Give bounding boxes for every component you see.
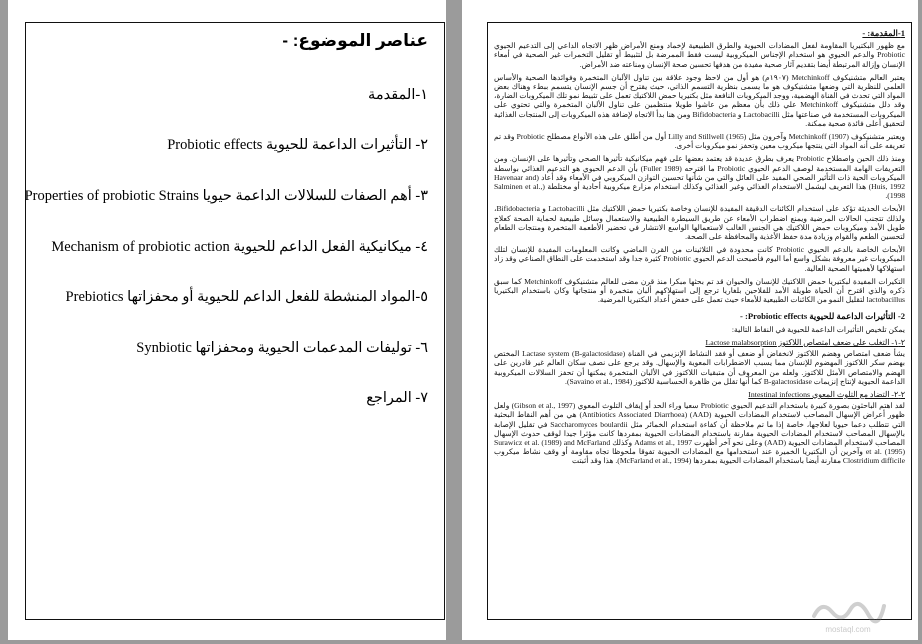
subheading-intestinal-text: ٢-٢- التضاد مع التلوث المعوي Intestinal infections bbox=[748, 389, 905, 399]
toc-item-strain-properties: ٣- أهم الصفات للسلالات الداعمة حيويا Properties of probiotic Strains bbox=[24, 188, 428, 204]
paragraph: يشأ ضعف امتصاص وهضم اللاكتوز لانخفاض أو ضعف أو فقد النشاط الإنزيمي في القناة (Lactase system (B-galactosidase المختص بهضم سكر اللاكتوز المهضوم للإنسان مما يسبب الاضطرابات المعوية والإسهال. وقد يرجع على نصف سكان العالم غير قادرين على الهضم والامتصاص الأمثل للاكتوز. ولعله من المعروف أن متبقيات اللاكتوز في الألبان المتخمرة يمكنها أن تحفز السلالات الميكروبية الداعمة الحيوية لإنتاج إنزيمات B-galactosidase كما أنها تقلل من ظاهرة الحساسية للاكتوز (Savaino et al., 1984). bbox=[494, 349, 905, 386]
subheading-intestinal bbox=[494, 390, 905, 399]
subheading-lactose bbox=[494, 338, 905, 347]
toc-item-references: ٧- المراجع bbox=[366, 390, 428, 406]
article-page bbox=[462, 0, 918, 640]
subheading-lactose-text: ٢-١- التغلب على ضعف امتصاص اللاكتوز Lactose malabsorption bbox=[705, 337, 905, 347]
paragraph: ويعتبر متشنيكوف (1907) Metchinkoff وآخرون مثل Lilly and Stillwell (1965) أول من أطلق على هذه الأنواع مصطلح Probiotic وقد تم تعريفه على أنه المواد التي ينتجها ميكروب معين وتحفز نمو ميكروبات أخرى. bbox=[494, 132, 905, 151]
section-heading-introduction: 1-المقدمة: - bbox=[862, 29, 905, 38]
article-body bbox=[494, 29, 905, 615]
toc-item-probiotic-effects: ٢- التأثيرات الداعمة للحيوية Probiotic effects bbox=[167, 137, 428, 153]
paragraph: الأبحاث الحديثة تؤكد على استخدام الكائنات الدقيقة المفيدة للإنسان وخاصة بكتيريا حمض اللاكتيك مثل Lactobacilli و Bifidobacteria، ولذلك تتجنب الحالات المرضية ويمنع اضطراب الأمعاء عن طريق السيطرة الطبيعية والاستعمال وسائل طبيعية لحماية الصحة كعلاج طويل الأمد وميكروبات حمض اللاكتيك هي الجنس الغالب لاستعمالها الواسع الانتشار في تحضير الأطعمة المتخمرة ومنتجات الطعام لتحسين الطعم والقوام وزيادة مدة حفظ الأغذية والمحافظة على الصحة. bbox=[494, 204, 905, 242]
paragraph: الأبحاث الخاصة بالدعم الحيوي Probiotic كانت محدودة في الثلاثينات من القرن الماضي وكانت المعلومات المفيدة للإنسان لتلك الميكروبات غير معروفة بشكل واسع أما اليوم فأصبحت الدعم الحيوي Probiotic كثيرة جدا وقد استخدمت على النطاق الصناعي وقد زاد استهلاكها لأهميتها الصحية العالية. bbox=[494, 245, 905, 273]
toc-item-synbiotic: ٦- توليفات المدعمات الحيوية ومحفزاتها Synbiotic bbox=[136, 340, 428, 356]
paragraph: التكيرات المفيدة لبكتيريا حمض اللاكتيك للإنسان والحيوان قد تم بحثها مبكرا منذ قرن مضى للعالم متشنيكوف Metchinkoff كما سبق ذكره والذي اقترح أن الحياة طويلة الأمد للفلاحين بلغاريا ترجع إلى استهلاكهم ألبان متخمرة أو منتجاتها وكان باستخدام البكتيريا lactobacillus لتقليل النمو من الكائنات الطبيعية للأمعاء حيث تعمل على خفض أعداد البكتيريا المرضية. bbox=[494, 276, 905, 305]
paragraph: يعتبر العالم متشنيكوف Metchinkoff (١٩٠٧م) هو أول من لاحظ وجود علاقة بين تناول الألبان المتخمرة وفوائدها الصحية والأساس العلمي للنظرية التي وضعها متشنيكوف هو ما يسمى بنظرية التسمم الذاتي، حيث يقترح أن جسم الإنسان يتسمم ببطء وهناك بعض المواد التي تحدث في القناة الهضمية، ووجد الميكروبات النافعة مثل بكتيريا حمض اللاكتيك تعمل على تثبيط نمو تلك الميكروبات الضارة، وقد دلل متشنيكوف Metchinkoff علي ذلك بأن معظم من عاشوا طويلا منتظمين على تناول الألبان المتخمرة والتي تحتوي على الميكروبات المستخدمة في صناعتها مثل Lactobacilli و Bifidobacteria ومن هنا بدأ الاتجاه لإضافة هذه الميكروبات إلى المنتجات الغذائية لتحقيق أعلى فائدة صحية ممكنة. bbox=[494, 72, 905, 128]
section-heading-probiotic-effects: 2- التأثيرات الداعمة للحيوية Probiotic effects: - bbox=[740, 311, 905, 322]
section-intro: يمكن تلخيص التأثيرات الداعمة للحيوية في النقاط التالية: bbox=[731, 324, 905, 334]
watermark-text: mostaql.com bbox=[825, 625, 871, 634]
paragraph: لقد اهتم الباحثون بصورة كبيرة باستخدام التدعيم الحيوي Probiotic سعيا وراء الحد أو إيقاف التلوث المعوي (Gibson et al., 1997) ولعل ظهور أعراض الإسهال المصاحب لاستخدام المضادات الحيوية (AAD) (Antibiotics Associated Diarrhoea) هي من أهم النقاط البحثية التي تتطلب دعما حيويا لعلاجها، خاصة إذا ما تم ملاحظة أن كفاءة استخدام الخمائر مثل Saccharomyces boulardii في تقليل الإصابة بالإسهال المصاحب لاستخدام المضادات الحيوية مقارنة باستخدام المضادات الحيوية بمفردها كانت مؤثرا جيدا لوقف حدوث الإسهال المصاحب لاستخدام المضادات الحيوية (AAD) وعلى نحو آخر أظهرت Adams et al., 1997 وكذلك Surawicz et al. (1989) and McFarland et al. (1995) وآخرين أن البكتيريا الخميرة عند استخدامها مع المضادات الحيوية تفوقا ملحوظا تجاه مقاومة أو وقف نشاط ميكروب Clostridium difficile مقارنة أيضا باستخدام المضادات الحيوية بمفردها (McFarland et al., 1994). هذا وقد أثبتت bbox=[494, 401, 905, 466]
paragraph: ومنذ ذلك الحين واصطلاح Probiotic يعرف بطرق عديدة قد يعتمد بعضها على فهم ميكانيكية تأثيرها الصحي وتأثيرها على الإنسان. ومن التعريفات الهامة المستخدمة لوصف الدعم الحيوي Probiotic ما اقترحه (Fuller 1989) بأن الدعم الحيوي هو التدعيم الغذائي بواسطة الميكروبات الحية ذات التأثير الصحي المفيد على العائل والتي من شأنها تحسين التوازن الميكروبي في الأمعاء وقد أعاد (Havenaar and Huis, 1992) هذا التعريف ليشمل الاستخدام الغذائي وغير الغذائي وكذلك استخدام مزارع ميكروبية أحادية أو مختلطة (Salminen et al., 1998). bbox=[494, 154, 905, 201]
toc-title: عناصر الموضوع: - bbox=[282, 31, 428, 50]
paragraph: مع ظهور البكتيريا المقاومة لفعل المضادات الحيوية والطرق الطبيعية لإخماد ومنع الأمراض ظهر الاتجاه الداعي إلى التدعيم الحيوي Probiotic والدعم الحيوي هو استخدام الإجناس الميكروبية ليست فقط الممرضة بل لتثبيط أو تقليل التخمرات غير الصحية في أمعاء الإنسان وإزالة المرتبطة أيضا بتقديم آثار صحية مفيدة من هدفها تحسين صحة الإنسان ومناعته ضد الأمراض. bbox=[494, 41, 905, 69]
toc-frame bbox=[25, 22, 445, 620]
toc-item-prebiotics: ٥-المواد المنشطة للفعل الداعم للحيوية أو محفزاتها Prebiotics bbox=[65, 289, 428, 305]
article-frame bbox=[487, 22, 912, 620]
toc-page bbox=[8, 0, 446, 640]
toc-item-introduction: ١-المقدمة bbox=[368, 87, 428, 103]
toc-item-mechanism: ٤- ميكانيكية الفعل الداعم للحيوية Mechanism of probiotic action bbox=[51, 239, 428, 255]
